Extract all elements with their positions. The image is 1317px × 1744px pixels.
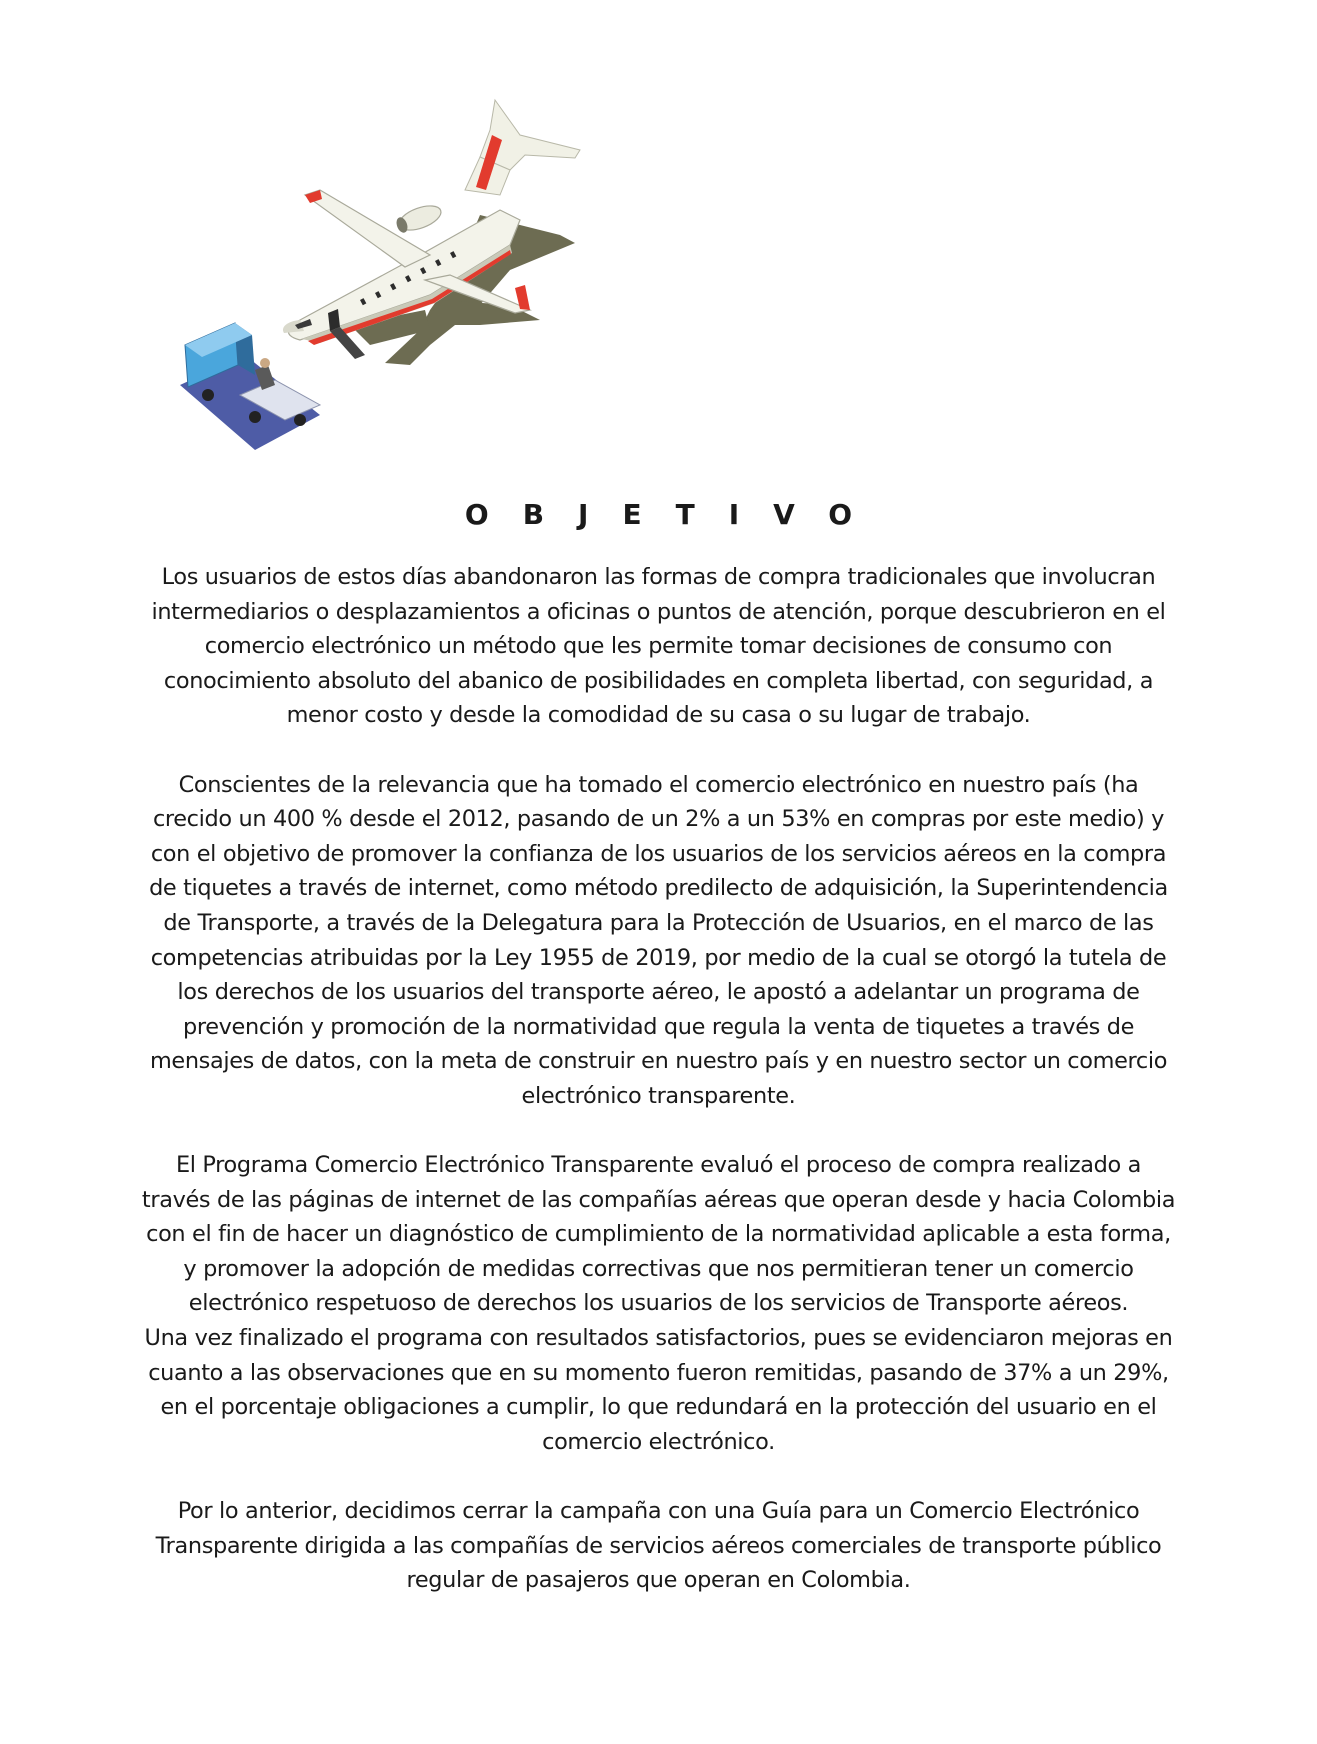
paragraph-1 — [80, 560, 1237, 733]
text-line: con el objetivo de promover la confianza de los usuarios de los servicios aéreos en la compra — [150, 840, 1167, 867]
text-line: electrónico transparente. — [521, 1082, 796, 1109]
text-line: electrónico respetuoso de derechos los usuarios de los servicios de Transporte aéreos. — [188, 1290, 1129, 1317]
text-line: competencias atribuidas por la Ley 1955 de 2019, por medio de la cual se otorgó la tutela de — [150, 944, 1167, 971]
text-line: través de las páginas de internet de las compañías aéreas que operan desde y hacia Colombia — [141, 1186, 1176, 1213]
text-line: mensajes de datos, con la meta de construir en nuestro país y en nuestro sector un comercio — [149, 1048, 1168, 1075]
text-line: de Transporte, a través de la Delegatura para la Protección de Usuarios, en el marco de las — [163, 909, 1154, 936]
paragraph-4 — [80, 1494, 1237, 1598]
text-line: menor costo y desde la comodidad de su casa o su lugar de trabajo. — [286, 702, 1031, 729]
section-title: OBJETIVO — [464, 498, 887, 531]
baggage-tug — [180, 323, 320, 450]
text-line: los derechos de los usuarios del transporte aéreo, le apostó a adelantar un programa de — [177, 979, 1140, 1006]
text-line: y promover la adopción de medidas correctivas que nos permitieran tener un comercio — [183, 1255, 1134, 1282]
airplane-illustration — [180, 95, 640, 515]
text-line: Una vez finalizado el programa con resultados satisfactorios, pues se evidenciaron mejoras en — [144, 1325, 1173, 1352]
text-line: regular de pasajeros que operan en Colombia. — [406, 1567, 911, 1594]
text-line: conocimiento absoluto del abanico de posibilidades en completa libertad, con seguridad, a — [163, 667, 1154, 694]
plane-tail — [465, 100, 580, 195]
body-text — [80, 560, 1237, 1598]
text-line: con el fin de hacer un diagnóstico de cumplimiento de la normatividad aplicable a esta forma, — [146, 1221, 1171, 1248]
text-line: de tiquetes a través de internet, como método predilecto de adquisición, la Superintendencia — [149, 875, 1168, 902]
text-line: prevención y promoción de la normatividad que regula la venta de tiquetes a través de — [183, 1013, 1134, 1040]
text-line: en el porcentaje obligaciones a cumplir, lo que redundará en la protección del usuario en el — [160, 1394, 1157, 1421]
text-line: comercio electrónico un método que les permite tomar decisiones de consumo con — [204, 633, 1113, 660]
text-line: intermediarios o desplazamientos a oficinas o puntos de atención, porque descubrieron en el — [151, 598, 1166, 625]
text-line: comercio electrónico. — [542, 1428, 775, 1455]
text-line: El Programa Comercio Electrónico Transparente evaluó el proceso de compra realizado a — [175, 1152, 1141, 1179]
text-line: Por lo anterior, decidimos cerrar la campaña con una Guía para un Comercio Electrónico — [177, 1498, 1140, 1525]
paragraph-3 — [80, 1148, 1237, 1459]
text-line: crecido un 400 % desde el 2012, pasando de un 2% a un 53% en compras por este medio) y — [152, 806, 1165, 833]
text-line: Conscientes de la relevancia que ha tomado el comercio electrónico en nuestro país (ha — [178, 771, 1139, 798]
paragraph-2 — [80, 768, 1237, 1114]
text-line: Los usuarios de estos días abandonaron las formas de compra tradicionales que involucran — [161, 564, 1156, 590]
text-line: cuanto a las observaciones que en su momento fueron remitidas, pasando de 37% a un 29%, — [148, 1359, 1169, 1386]
plane-engine — [395, 201, 445, 235]
text-line: Transparente dirigida a las compañías de servicios aéreos comerciales de transporte público — [155, 1532, 1162, 1559]
